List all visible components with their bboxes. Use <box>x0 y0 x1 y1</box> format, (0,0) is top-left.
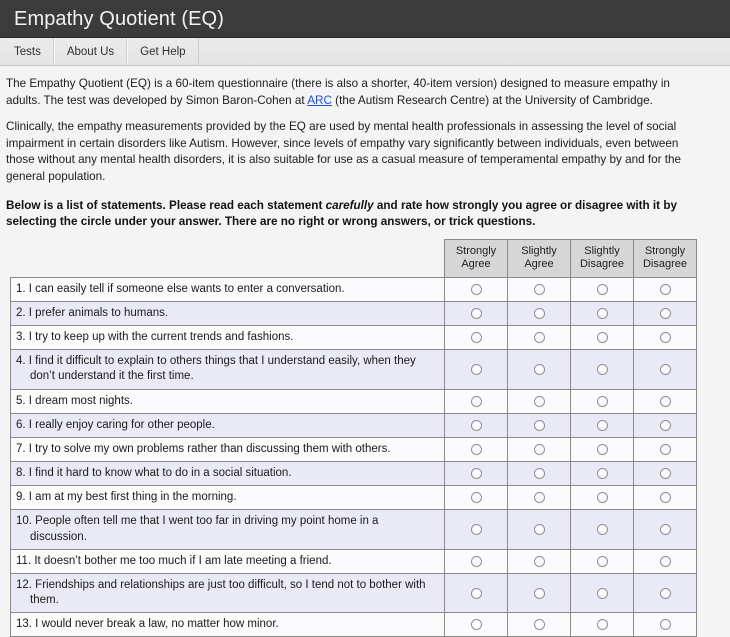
answer-cell[interactable] <box>508 277 571 301</box>
question-text: 13. I would never break a law, no matter how minor. <box>16 618 279 631</box>
answer-cell[interactable] <box>445 486 508 510</box>
radio-button-icon[interactable] <box>597 588 608 599</box>
intro-paragraph-1 <box>6 76 706 109</box>
radio-button-icon[interactable] <box>534 444 545 455</box>
answer-cell[interactable] <box>634 486 697 510</box>
radio-button-icon[interactable] <box>471 468 482 479</box>
instructions-text-part2: and rate how strongly you agree or disagree with it by selecting the circle under your answer. There are no right or wrong answers, or trick questions. <box>6 198 677 229</box>
answer-cell[interactable] <box>634 549 697 573</box>
question-text: 6. I really enjoy caring for other people. <box>16 418 215 431</box>
question-cell <box>11 301 445 325</box>
quiz-table-wrapper <box>6 239 722 637</box>
radio-button-icon[interactable] <box>471 332 482 343</box>
radio-button-icon[interactable] <box>660 284 671 295</box>
answer-cell[interactable] <box>508 486 571 510</box>
answer-cell[interactable] <box>634 350 697 389</box>
column-header-line1: Strongly <box>455 244 497 257</box>
radio-button-icon[interactable] <box>660 396 671 407</box>
radio-button-icon[interactable] <box>534 588 545 599</box>
radio-button-icon[interactable] <box>534 420 545 431</box>
column-header-strongly-disagree <box>634 239 697 277</box>
answer-cell[interactable] <box>571 462 634 486</box>
question-cell <box>11 413 445 437</box>
answer-cell[interactable] <box>508 613 571 637</box>
instructions-emphasis: carefully <box>325 198 374 212</box>
column-header-line2: Disagree <box>579 258 625 271</box>
table-row <box>11 437 697 461</box>
question-cell <box>11 326 445 350</box>
answer-cell[interactable] <box>445 462 508 486</box>
radio-button-icon[interactable] <box>660 556 671 567</box>
answer-cell[interactable] <box>508 462 571 486</box>
radio-button-icon[interactable] <box>534 524 545 535</box>
radio-button-icon[interactable] <box>471 420 482 431</box>
page-title: Empathy Quotient (EQ) <box>14 7 224 30</box>
column-header-line2: Disagree <box>642 258 688 271</box>
instructions-paragraph <box>6 198 706 231</box>
answer-cell[interactable] <box>508 389 571 413</box>
table-row <box>11 350 697 389</box>
table-header-row <box>11 239 697 277</box>
column-header-slightly-agree <box>508 239 571 277</box>
radio-button-icon[interactable] <box>660 588 671 599</box>
intro-text-before-link: The Empathy Quotient (EQ) is a 60-item questionnaire (there is also a shorter, 40-item version) designed to measure empathy in adults. The test was developed by Simon Baron-Cohen at <box>6 77 670 107</box>
question-cell <box>11 613 445 637</box>
answer-cell[interactable] <box>508 301 571 325</box>
question-text: 1. I can easily tell if someone else wants to enter a conversation. <box>16 282 345 295</box>
table-row <box>11 510 697 549</box>
radio-button-icon[interactable] <box>597 468 608 479</box>
answer-cell[interactable] <box>571 486 634 510</box>
table-row <box>11 613 697 637</box>
nav-item-tests[interactable]: Tests <box>2 38 54 65</box>
question-text: 9. I am at my best first thing in the morning. <box>16 491 237 504</box>
table-row <box>11 486 697 510</box>
radio-button-icon[interactable] <box>534 364 545 375</box>
radio-button-icon[interactable] <box>534 332 545 343</box>
question-cell <box>11 277 445 301</box>
answer-cell[interactable] <box>508 573 571 612</box>
arc-link[interactable]: ARC <box>307 93 332 107</box>
radio-button-icon[interactable] <box>660 619 671 630</box>
answer-cell[interactable] <box>508 326 571 350</box>
radio-button-icon[interactable] <box>534 284 545 295</box>
table-row <box>11 301 697 325</box>
column-header-line1: Slightly <box>521 244 557 257</box>
radio-button-icon[interactable] <box>597 284 608 295</box>
table-row <box>11 573 697 612</box>
radio-button-icon[interactable] <box>597 556 608 567</box>
question-text: 2. I prefer animals to humans. <box>16 306 169 319</box>
site-header <box>0 0 730 38</box>
answer-cell[interactable] <box>445 350 508 389</box>
answer-cell[interactable] <box>634 510 697 549</box>
instructions-text-part1: Below is a list of statements. Please read each statement <box>6 198 326 212</box>
radio-button-icon[interactable] <box>597 524 608 535</box>
answer-cell[interactable] <box>634 413 697 437</box>
radio-button-icon[interactable] <box>597 396 608 407</box>
answer-cell[interactable] <box>445 277 508 301</box>
question-text: 3. I try to keep up with the current trends and fashions. <box>16 331 294 344</box>
page-content <box>0 66 730 637</box>
intro-text-after-link: (the Autism Research Centre) at the University of Cambridge. <box>331 93 653 107</box>
answer-cell[interactable] <box>571 301 634 325</box>
answer-cell[interactable] <box>445 326 508 350</box>
radio-button-icon[interactable] <box>597 420 608 431</box>
question-cell <box>11 437 445 461</box>
questionnaire-body <box>11 277 697 637</box>
question-text: 5. I dream most nights. <box>16 394 133 407</box>
radio-button-icon[interactable] <box>597 492 608 503</box>
question-cell <box>11 510 445 549</box>
radio-button-icon[interactable] <box>660 420 671 431</box>
radio-button-icon[interactable] <box>534 308 545 319</box>
intro-paragraph-2: Clinically, the empathy measurements provided by the EQ are used by mental health professionals in assessing the level of social impairment in certain disorders like Autism. However, since levels of empathy vary significantly between individuals, even between those without any mental health disorders, it is also suitable for use as a casual measure of temperamental empathy by and for the general population. <box>6 120 681 184</box>
answer-cell[interactable] <box>571 277 634 301</box>
column-header-slightly-disagree <box>571 239 634 277</box>
radio-button-icon[interactable] <box>471 588 482 599</box>
answer-cell[interactable] <box>445 389 508 413</box>
radio-button-icon[interactable] <box>471 556 482 567</box>
question-text: 8. I find it hard to know what to do in a social situation. <box>16 467 292 480</box>
answer-cell[interactable] <box>634 277 697 301</box>
question-cell <box>11 573 445 612</box>
question-cell <box>11 486 445 510</box>
question-text: 11. It doesn’t bother me too much if I am late meeting a friend. <box>16 554 332 567</box>
answer-cell[interactable] <box>634 462 697 486</box>
header-spacer-cell <box>11 239 445 277</box>
column-header-strongly-agree <box>445 239 508 277</box>
radio-button-icon[interactable] <box>597 619 608 630</box>
answer-cell[interactable] <box>445 549 508 573</box>
answer-cell[interactable] <box>508 510 571 549</box>
radio-button-icon[interactable] <box>471 308 482 319</box>
radio-button-icon[interactable] <box>471 619 482 630</box>
radio-button-icon[interactable] <box>471 524 482 535</box>
column-header-line1: Strongly <box>644 244 686 257</box>
answer-cell[interactable] <box>508 350 571 389</box>
table-row <box>11 389 697 413</box>
column-header-line2: Agree <box>461 258 491 271</box>
radio-button-icon[interactable] <box>534 556 545 567</box>
question-text: 12. Friendships and relationships are just too difficult, so I tend not to bother with them. <box>16 578 426 607</box>
radio-button-icon[interactable] <box>660 524 671 535</box>
answer-cell[interactable] <box>508 549 571 573</box>
radio-button-icon[interactable] <box>471 284 482 295</box>
question-cell <box>11 549 445 573</box>
answer-cell[interactable] <box>571 350 634 389</box>
answer-cell[interactable] <box>508 437 571 461</box>
answer-cell[interactable] <box>571 437 634 461</box>
nav-item-about-us[interactable]: About Us <box>54 38 127 65</box>
answer-cell[interactable] <box>634 437 697 461</box>
radio-button-icon[interactable] <box>660 492 671 503</box>
table-row <box>11 549 697 573</box>
radio-button-icon[interactable] <box>660 332 671 343</box>
radio-button-icon[interactable] <box>660 308 671 319</box>
radio-button-icon[interactable] <box>534 619 545 630</box>
answer-cell[interactable] <box>571 613 634 637</box>
radio-button-icon[interactable] <box>534 492 545 503</box>
column-header-line1: Slightly <box>584 244 620 257</box>
answer-cell[interactable] <box>571 573 634 612</box>
table-row <box>11 462 697 486</box>
radio-button-icon[interactable] <box>597 364 608 375</box>
radio-button-icon[interactable] <box>660 364 671 375</box>
radio-button-icon[interactable] <box>471 444 482 455</box>
questionnaire-table <box>10 239 697 637</box>
answer-cell[interactable] <box>571 326 634 350</box>
answer-cell[interactable] <box>445 437 508 461</box>
question-text: 4. I find it difficult to explain to others things that I understand easily, when they don’t understand it the first time. <box>16 355 416 383</box>
answer-cell[interactable] <box>571 389 634 413</box>
question-text: 7. I try to solve my own problems rather than discussing them with others. <box>16 442 391 455</box>
answer-cell[interactable] <box>445 301 508 325</box>
question-cell <box>11 462 445 486</box>
answer-cell[interactable] <box>571 510 634 549</box>
nav-item-get-help[interactable]: Get Help <box>127 38 198 65</box>
answer-cell[interactable] <box>634 613 697 637</box>
answer-cell[interactable] <box>445 573 508 612</box>
table-row <box>11 326 697 350</box>
radio-button-icon[interactable] <box>534 468 545 479</box>
column-header-line2: Agree <box>524 258 554 271</box>
radio-button-icon[interactable] <box>660 444 671 455</box>
radio-button-icon[interactable] <box>660 468 671 479</box>
main-navigation <box>0 38 730 66</box>
radio-button-icon[interactable] <box>471 396 482 407</box>
answer-cell[interactable] <box>634 301 697 325</box>
question-cell <box>11 350 445 389</box>
answer-cell[interactable] <box>445 413 508 437</box>
answer-cell[interactable] <box>634 389 697 413</box>
answer-cell[interactable] <box>634 573 697 612</box>
radio-button-icon[interactable] <box>597 308 608 319</box>
answer-cell[interactable] <box>571 413 634 437</box>
radio-button-icon[interactable] <box>471 492 482 503</box>
radio-button-icon[interactable] <box>534 396 545 407</box>
radio-button-icon[interactable] <box>597 444 608 455</box>
table-row <box>11 413 697 437</box>
radio-button-icon[interactable] <box>471 364 482 375</box>
answer-cell[interactable] <box>445 510 508 549</box>
question-text: 10. People often tell me that I went too far in driving my point home in a discussion. <box>16 515 379 543</box>
question-cell <box>11 389 445 413</box>
answer-cell[interactable] <box>445 613 508 637</box>
radio-button-icon[interactable] <box>597 332 608 343</box>
answer-cell[interactable] <box>508 413 571 437</box>
answer-cell[interactable] <box>634 326 697 350</box>
table-row <box>11 277 697 301</box>
answer-cell[interactable] <box>571 549 634 573</box>
